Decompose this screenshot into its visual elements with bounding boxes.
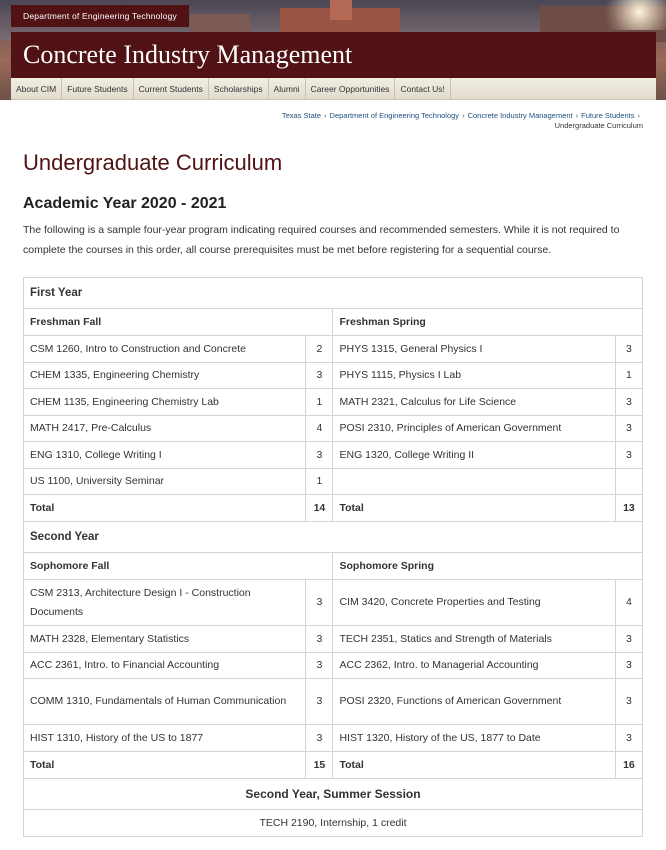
course-name: PHYS 1315, General Physics I [333, 336, 615, 363]
nav-item-current-students[interactable]: Current Students [134, 78, 209, 99]
course-hours: 3 [615, 442, 642, 469]
course-name: ENG 1320, College Writing II [333, 442, 615, 469]
course-name: POSI 2310, Principles of American Government [333, 415, 615, 442]
course-hours: 3 [615, 725, 642, 752]
total-label: Total [333, 495, 615, 522]
breadcrumb-current: Undergraduate Curriculum [554, 121, 643, 130]
course-name: HIST 1310, History of the US to 1877 [24, 725, 306, 752]
table-row [24, 626, 643, 653]
year-header-row [24, 278, 643, 309]
course-hours: 3 [306, 442, 333, 469]
course-hours: 2 [306, 336, 333, 363]
total-label: Total [24, 751, 306, 778]
course-hours: 3 [615, 679, 642, 725]
breadcrumb-link-texas-state[interactable]: Texas State [281, 111, 322, 120]
breadcrumb-link-cim[interactable]: Concrete Industry Management [467, 111, 573, 120]
table-row [24, 679, 643, 725]
banner-building [330, 0, 352, 20]
total-hours: 16 [615, 751, 642, 778]
course-name: CHEM 1135, Engineering Chemistry Lab [24, 389, 306, 416]
course-hours: 3 [615, 415, 642, 442]
course-hours: 3 [306, 362, 333, 389]
semester-header-row [24, 309, 643, 336]
main-nav [11, 78, 656, 100]
course-hours: 3 [306, 580, 333, 626]
total-hours: 13 [615, 495, 642, 522]
course-name: ENG 1310, College Writing I [24, 442, 306, 469]
table-row [24, 468, 643, 495]
course-name: PHYS 1115, Physics I Lab [333, 362, 615, 389]
year-label: Second Year [24, 522, 643, 553]
nav-item-career-opportunities[interactable]: Career Opportunities [306, 78, 396, 99]
course-hours: 3 [306, 725, 333, 752]
table-row [24, 652, 643, 679]
course-hours: 3 [306, 626, 333, 653]
course-hours: 3 [306, 652, 333, 679]
table-row [24, 725, 643, 752]
semester-label: Sophomore Spring [333, 553, 643, 580]
nav-item-alumni[interactable]: Alumni [269, 78, 306, 99]
course-name: ACC 2362, Intro. to Managerial Accounting [333, 652, 615, 679]
nav-item-contact-us[interactable]: Contact Us! [395, 78, 450, 99]
site-title[interactable]: Concrete Industry Management [23, 40, 353, 69]
course-name: MATH 2328, Elementary Statistics [24, 626, 306, 653]
table-row [24, 415, 643, 442]
course-name: CSM 1260, Intro to Construction and Concrete [24, 336, 306, 363]
nav-item-about-cim[interactable]: About CIM [11, 78, 62, 99]
breadcrumb-chevron-icon: › [575, 111, 579, 120]
course-name: CHEM 1335, Engineering Chemistry [24, 362, 306, 389]
intro-paragraph: The following is a sample four-year program indicating required courses and recommended semesters. While it is not required to complete the courses in this order, all course prerequisites must be met before registering for a sequential course. [23, 224, 620, 256]
total-hours: 14 [306, 495, 333, 522]
table-row [24, 362, 643, 389]
total-row [24, 495, 643, 522]
table-row [24, 580, 643, 626]
course-name: US 1100, University Seminar [24, 468, 306, 495]
course-hours: 3 [306, 679, 333, 725]
site-title-bar [11, 32, 656, 78]
department-link[interactable]: Department of Engineering Technology [11, 5, 189, 27]
curriculum-table [23, 277, 643, 837]
summer-course: TECH 2190, Internship, 1 credit [24, 809, 643, 836]
total-label: Total [333, 751, 615, 778]
nav-item-future-students[interactable]: Future Students [62, 78, 133, 99]
academic-year-heading: Academic Year 2020 - 2021 [23, 195, 227, 212]
course-name: COMM 1310, Fundamentals of Human Communication [24, 679, 306, 725]
year-label: First Year [24, 278, 643, 309]
table-row [24, 442, 643, 469]
course-hours [615, 468, 642, 495]
course-hours: 3 [615, 652, 642, 679]
course-name: CIM 3420, Concrete Properties and Testing [333, 580, 615, 626]
course-hours: 3 [615, 336, 642, 363]
course-hours: 1 [306, 468, 333, 495]
course-name: MATH 2321, Calculus for Life Science [333, 389, 615, 416]
table-row [24, 389, 643, 416]
course-hours: 1 [615, 362, 642, 389]
course-name: MATH 2417, Pre-Calculus [24, 415, 306, 442]
total-hours: 15 [306, 751, 333, 778]
course-hours: 4 [615, 580, 642, 626]
nav-item-scholarships[interactable]: Scholarships [209, 78, 269, 99]
breadcrumb-chevron-icon: › [462, 111, 465, 120]
breadcrumb-chevron-icon: › [324, 111, 327, 120]
breadcrumb [223, 111, 643, 131]
course-hours: 4 [306, 415, 333, 442]
banner-glow [600, 0, 666, 30]
semester-label: Freshman Spring [333, 309, 643, 336]
page-title: Undergraduate Curriculum [23, 150, 283, 175]
course-hours: 3 [615, 626, 642, 653]
course-name: TECH 2351, Statics and Strength of Materials [333, 626, 615, 653]
year-header-row [24, 522, 643, 553]
breadcrumb-chevron-icon: › [637, 111, 640, 120]
course-name [333, 468, 615, 495]
course-name: POSI 2320, Functions of American Government [333, 679, 615, 725]
semester-label: Sophomore Fall [24, 553, 333, 580]
table-row [24, 809, 643, 836]
breadcrumb-link-department[interactable]: Department of Engineering Technology [329, 111, 460, 120]
course-hours: 3 [615, 389, 642, 416]
semester-label: Freshman Fall [24, 309, 333, 336]
breadcrumb-link-future-students[interactable]: Future Students [581, 111, 635, 120]
summer-label: Second Year, Summer Session [24, 778, 643, 809]
total-row [24, 751, 643, 778]
course-name: HIST 1320, History of the US, 1877 to Date [333, 725, 615, 752]
summer-header-row [24, 778, 643, 809]
course-hours: 1 [306, 389, 333, 416]
total-label: Total [24, 495, 306, 522]
course-name: CSM 2313, Architecture Design I - Construction Documents [24, 580, 306, 626]
course-name: ACC 2361, Intro. to Financial Accounting [24, 652, 306, 679]
semester-header-row [24, 553, 643, 580]
table-row [24, 336, 643, 363]
